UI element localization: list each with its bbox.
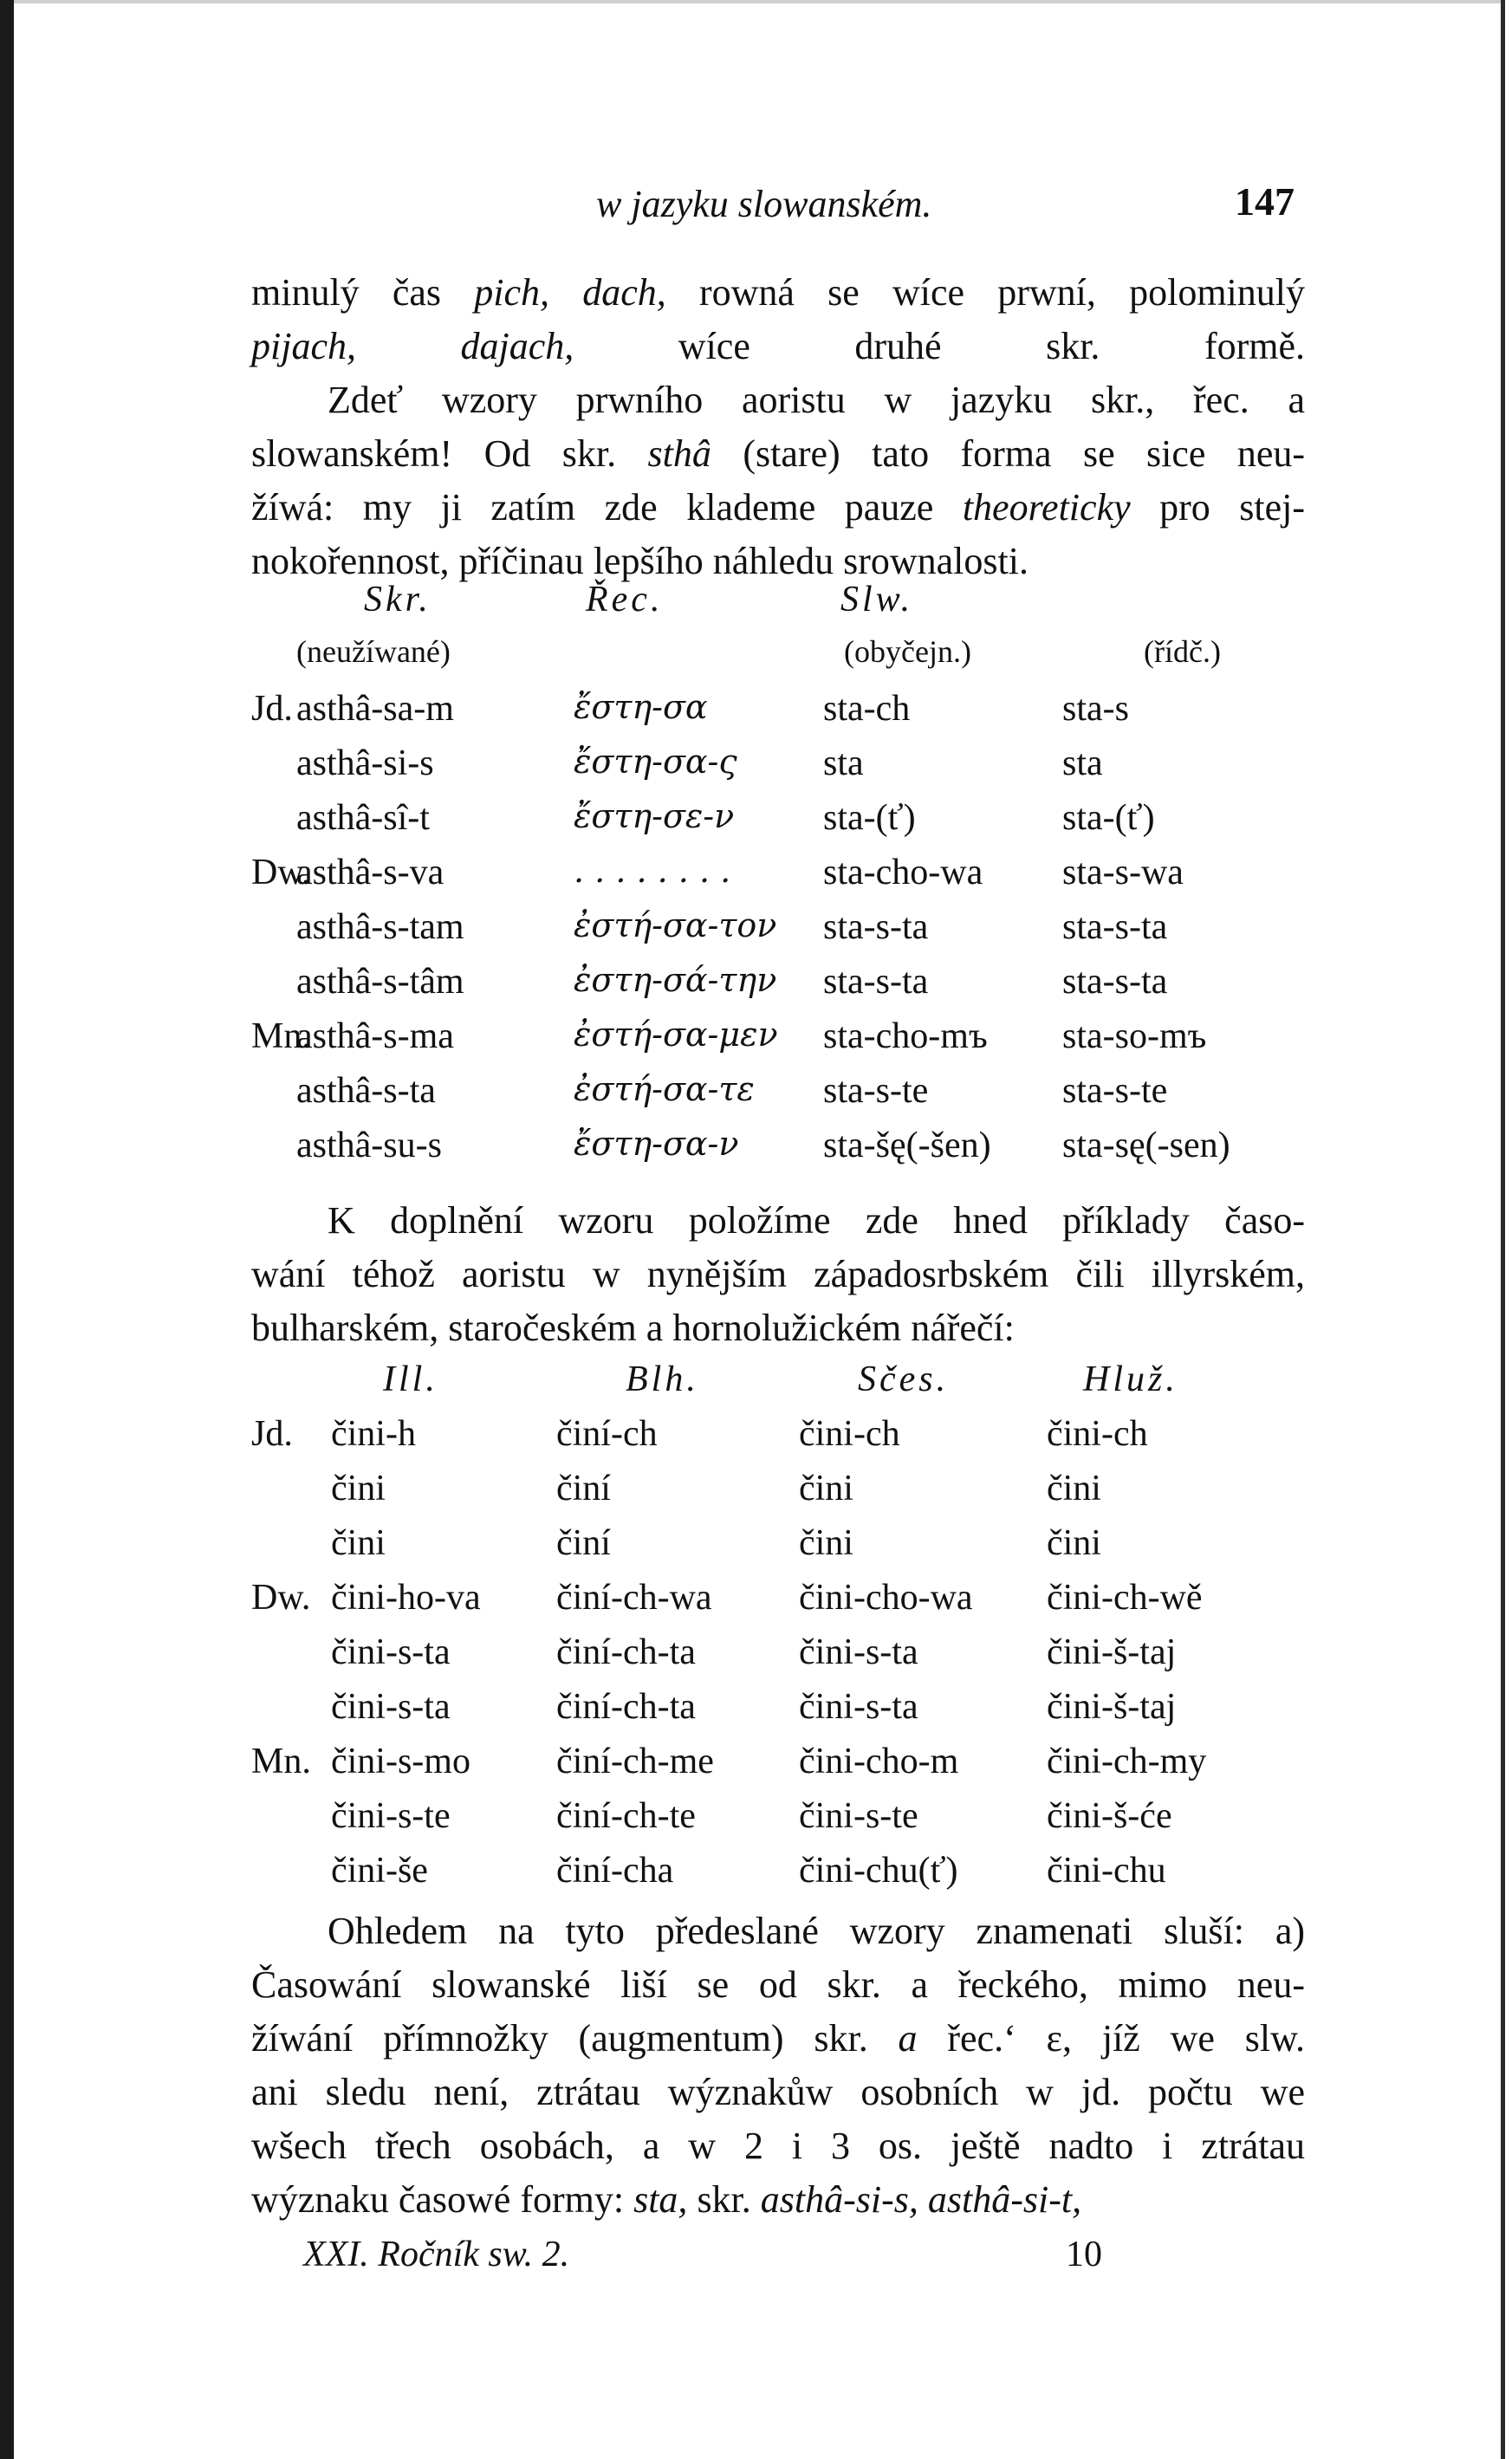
cell-form: čini-cho-wa <box>799 1578 973 1618</box>
cell-form: činí-cha <box>556 1851 674 1891</box>
cell-num: Jd. <box>251 1414 293 1454</box>
table-row <box>251 1413 1308 1468</box>
table-row <box>251 1795 1308 1850</box>
table2-header-row <box>251 1359 1308 1413</box>
text-run: slowanském! Od skr. <box>251 432 648 475</box>
column-header-hluz: Hluž. <box>1083 1359 1178 1399</box>
cell-slw1: sta-cho-wa <box>823 853 983 892</box>
text-line <box>251 320 1305 373</box>
cell-form: čini <box>331 1523 386 1563</box>
text-run: nokořennost, příčinau lepšího náhledu srownalosti. <box>251 540 1029 582</box>
text-run: sthâ <box>647 432 711 475</box>
column-header-ill: Ill. <box>383 1359 438 1399</box>
middle-paragraph <box>251 1194 1305 1355</box>
table1-note-row <box>251 633 1308 688</box>
text-run: theoreticky <box>962 486 1131 529</box>
cell-slw2: sta-s <box>1062 689 1129 729</box>
table-row <box>251 1741 1308 1795</box>
table-row <box>251 1522 1308 1577</box>
cell-form: čini <box>799 1469 853 1508</box>
cell-num: Mn. <box>251 1016 311 1056</box>
cell-rec: . . . . . . . . <box>574 852 731 890</box>
cell-rec: ἐστή-σα-τε <box>574 1070 755 1108</box>
cell-num: Mn. <box>251 1742 311 1781</box>
cell-slw2: sta-sę(-sen) <box>1062 1126 1230 1165</box>
table-row <box>251 1686 1308 1741</box>
text-run: K doplnění wzoru položíme zde hned příklady časo- <box>328 1199 1305 1242</box>
page-footer <box>251 2234 1308 2286</box>
cell-form: čini-chu <box>1047 1851 1166 1891</box>
text-line <box>251 2173 1305 2227</box>
intro-paragraph <box>251 266 1305 588</box>
cell-rec: ἐστή-σα-τον <box>574 906 777 944</box>
note-ridc: (řídč.) <box>1144 634 1221 669</box>
cell-rec: ἔστη-σα <box>574 688 708 726</box>
text-run: asthâ-si-s, asthâ-si-t, <box>760 2178 1082 2221</box>
table-row <box>251 1125 1308 1179</box>
cell-skr: asthâ-su-s <box>296 1126 442 1165</box>
text-run: wíce druhé skr. formě. <box>574 325 1305 367</box>
text-run: skr. <box>687 2178 761 2221</box>
cell-form: čini <box>799 1523 853 1563</box>
cell-form: činí-ch-ta <box>556 1632 696 1672</box>
text-line <box>251 2119 1305 2173</box>
cell-slw1: sta-ch <box>823 689 911 729</box>
scan-edge-left <box>0 0 14 2459</box>
text-run: bulharském, staročeském a hornolužickém nářečí: <box>251 1307 1015 1349</box>
table-row <box>251 1850 1308 1904</box>
cell-skr: asthâ-s-va <box>296 853 445 892</box>
cell-form: čini-h <box>331 1414 416 1454</box>
table1-header-row <box>251 579 1308 633</box>
column-header-skr: Skr. <box>364 580 432 620</box>
cell-form: čini-s-ta <box>799 1632 918 1672</box>
cell-num: Jd. <box>251 689 293 729</box>
cell-slw1: sta-cho-mъ <box>823 1016 988 1056</box>
table1-body <box>251 688 1308 1179</box>
cell-form: činí-ch-te <box>556 1796 696 1836</box>
table-row <box>251 688 1308 743</box>
text-run: pro stej- <box>1130 486 1306 529</box>
cell-slw1: sta-(ť) <box>823 798 916 838</box>
cell-form: činí <box>556 1523 611 1563</box>
cell-form: činí-ch-ta <box>556 1687 696 1727</box>
text-run: žíwání přímnožky (augmentum) skr. <box>251 2017 899 2060</box>
cell-form: činí-ch-me <box>556 1742 714 1781</box>
text-run: minulý čas <box>251 271 475 314</box>
closing-paragraph <box>251 1904 1305 2227</box>
text-line <box>251 427 1305 481</box>
cell-form: čini-š-će <box>1047 1796 1172 1836</box>
cell-form: činí-ch-wa <box>556 1578 712 1618</box>
cell-slw1: sta-s-ta <box>823 907 929 947</box>
page-number: 147 <box>1235 179 1295 224</box>
cell-form: čini <box>1047 1469 1101 1508</box>
cell-form: čini <box>331 1469 386 1508</box>
cell-slw2: sta-s-ta <box>1062 907 1168 947</box>
scan-edge-right <box>1501 0 1505 2459</box>
cell-rec: ἐστη-σά-την <box>574 961 777 999</box>
cell-form: čini-s-ta <box>799 1687 918 1727</box>
column-header-sces: Sčes. <box>858 1359 950 1399</box>
cell-skr: asthâ-sî-t <box>296 798 430 838</box>
table2-body <box>251 1413 1308 1904</box>
cell-form: čini-ch <box>1047 1414 1148 1454</box>
text-line <box>251 266 1305 320</box>
text-run: ani sledu není, ztrátau wýznakůw osobních w jd. počtu we <box>251 2071 1305 2113</box>
text-run: rowná se wíce prwní, polominulý <box>665 271 1305 314</box>
sheet-number: 10 <box>1066 2235 1102 2274</box>
cell-form: čini-ho-va <box>331 1578 481 1618</box>
cell-form: čini-ch <box>799 1414 900 1454</box>
table-row <box>251 743 1308 797</box>
cell-skr: asthâ-s-ta <box>296 1071 436 1111</box>
text-run: žíwá: my ji zatím zde klademe pauze <box>251 486 963 529</box>
text-run: Ohledem na tyto předeslané wzory znamenati sluší: a) <box>328 1910 1305 1952</box>
text-line <box>251 481 1305 535</box>
cell-form: čini-š-taj <box>1047 1632 1177 1672</box>
cell-form: čini-ch-my <box>1047 1742 1207 1781</box>
cell-skr: asthâ-sa-m <box>296 689 454 729</box>
note-neuzivane: (neužíwané) <box>296 634 451 669</box>
text-line <box>251 1248 1305 1301</box>
cell-slw1: sta <box>823 743 864 783</box>
cell-slw1: sta-šę(-šen) <box>823 1126 991 1165</box>
cell-form: čini <box>1047 1523 1101 1563</box>
column-header-rec: Řec. <box>586 580 664 620</box>
cell-form: čini-s-te <box>799 1796 918 1836</box>
cell-slw2: sta <box>1062 743 1103 783</box>
table-row <box>251 1577 1308 1632</box>
column-header-blh: Blh. <box>626 1359 699 1399</box>
cell-rec: ἔστη-σε-ν <box>574 797 735 835</box>
running-head <box>251 179 1308 234</box>
cell-skr: asthâ-s-ma <box>296 1016 454 1056</box>
cell-form: čini-s-mo <box>331 1742 470 1781</box>
cell-form: činí-ch <box>556 1414 658 1454</box>
text-line <box>251 1194 1305 1248</box>
cell-slw1: sta-s-te <box>823 1071 929 1111</box>
cell-skr: asthâ-si-s <box>296 743 434 783</box>
cell-slw2: sta-(ť) <box>1062 798 1155 838</box>
cell-form: čini-š-taj <box>1047 1687 1177 1727</box>
text-line <box>251 373 1305 427</box>
text-line <box>251 1904 1305 1958</box>
cell-form: čini-s-te <box>331 1796 451 1836</box>
cell-skr: asthâ-s-tam <box>296 907 464 947</box>
table-row <box>251 797 1308 852</box>
table-row <box>251 852 1308 906</box>
cell-slw2: sta-s-wa <box>1062 853 1184 892</box>
cell-form: čini-ch-wě <box>1047 1578 1203 1618</box>
text-line <box>251 2012 1305 2066</box>
column-header-slw: Slw. <box>840 580 914 620</box>
text-run: wýznaku časowé formy: <box>251 2178 634 2221</box>
cell-form: čini-s-ta <box>331 1687 451 1727</box>
text-run: řec.‘ ε, jíž we slw. <box>917 2017 1305 2060</box>
text-line <box>251 2066 1305 2119</box>
aorist-table-dialects <box>251 1359 1308 1904</box>
aorist-table-skr-rec-slw <box>251 579 1308 1179</box>
signature-mark: XXI. Ročník sw. 2. <box>303 2235 570 2274</box>
cell-form: čini-cho-m <box>799 1742 959 1781</box>
running-title: w jazyku slowanském. <box>596 183 932 225</box>
text-run: pich, dach, <box>474 271 666 314</box>
table-row <box>251 1070 1308 1125</box>
cell-skr: asthâ-s-tâm <box>296 962 464 1002</box>
table-row <box>251 1468 1308 1522</box>
text-run: (stare) tato forma se sice neu- <box>711 432 1306 475</box>
cell-form: čini-chu(ť) <box>799 1851 958 1891</box>
text-line <box>251 1958 1305 2012</box>
cell-slw1: sta-s-ta <box>823 962 929 1002</box>
cell-slw2: sta-s-te <box>1062 1071 1168 1111</box>
text-run: a <box>898 2017 918 2060</box>
text-run: sta, <box>633 2178 688 2221</box>
cell-slw2: sta-so-mъ <box>1062 1016 1207 1056</box>
cell-slw2: sta-s-ta <box>1062 962 1168 1002</box>
text-run: wání téhož aoristu w nynějším západosrbském čili illyrském, <box>251 1253 1305 1295</box>
table-row <box>251 1632 1308 1686</box>
text-run: pijach, dajach, <box>251 325 574 367</box>
cell-form: činí <box>556 1469 611 1508</box>
cell-rec: ἐστή-σα-μεν <box>574 1015 778 1054</box>
table-row <box>251 961 1308 1015</box>
scan-edge-top <box>14 0 1505 3</box>
cell-num: Dw. <box>251 853 311 892</box>
cell-num: Dw. <box>251 1578 311 1618</box>
note-obycejn: (obyčejn.) <box>844 634 971 669</box>
cell-form: čini-še <box>331 1851 428 1891</box>
text-run: wšech třech osobách, a w 2 i 3 os. ještě nadto i ztrátau <box>251 2125 1305 2167</box>
cell-rec: ἔστη-σα-ν <box>574 1125 739 1163</box>
cell-form: čini-s-ta <box>331 1632 451 1672</box>
cell-rec: ἔστη-σα-ς <box>574 743 737 781</box>
text-line <box>251 1301 1305 1355</box>
table-row <box>251 906 1308 961</box>
text-run: Zdeť wzory prwního aoristu w jazyku skr., řec. a <box>328 379 1305 421</box>
table-row <box>251 1015 1308 1070</box>
text-run: Časowání slowanské liší se od skr. a řeckého, mimo neu- <box>251 1963 1305 2006</box>
